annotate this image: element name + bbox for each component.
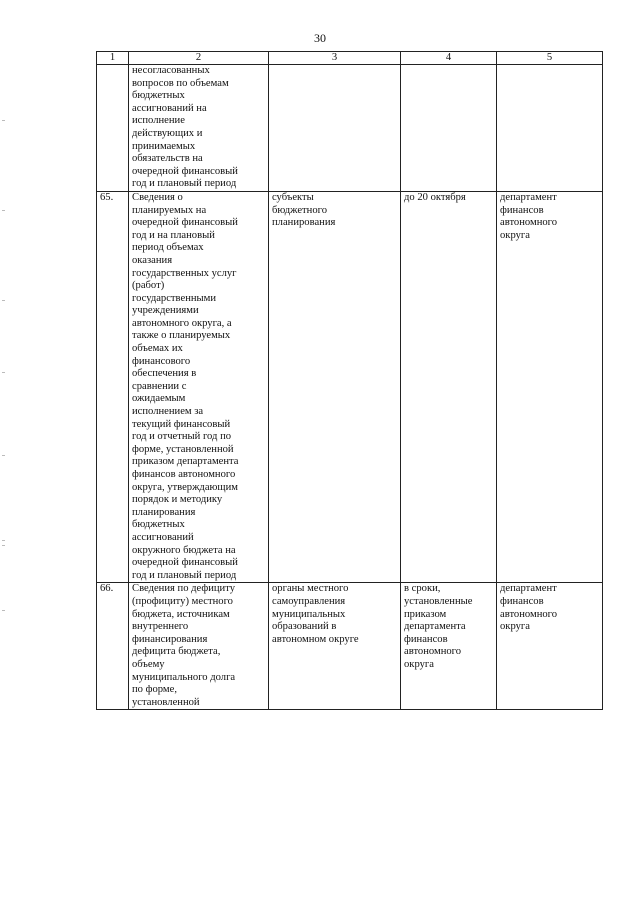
row-number (97, 65, 129, 192)
column-header-number: 1 (97, 52, 129, 65)
table-header-row (97, 52, 603, 65)
recipient-text: департамент финансов автономного округа (500, 191, 558, 241)
deadline-text: в сроки, установленные приказом департамента финансов автономного округа (404, 583, 473, 670)
column-header-recipient: 5 (497, 52, 603, 65)
responsible-text: органы местного самоуправления муниципальных образований в автономном округе (272, 583, 359, 645)
recipient-cell (497, 191, 603, 582)
recipient-text: департамент финансов автономного округа (500, 583, 558, 633)
row-number (97, 583, 129, 710)
deadline-text: до 20 октября (404, 191, 466, 203)
scan-edge-marks (2, 0, 8, 905)
document-table (96, 51, 603, 710)
info-text: Сведения о планируемых на очередной финансовый год и на плановый период объемах оказания государственных услуг (работ) государственными учреждениями автономного округа, а также о планируемых объемах их финансового обеспечения в сравнении с ожидаемым исполнением за текущий финансовый год и отчетный год по форме, установленной приказом департамента финансов автономного округа, утверждающим порядок и методику планирования бюджетных ассигнований окружного бюджета на очередной финансовый год и плановый период (132, 191, 239, 581)
column-header-info: 2 (129, 52, 269, 65)
responsible-cell (269, 191, 401, 582)
column-header-responsible: 3 (269, 52, 401, 65)
table-row (97, 65, 603, 192)
table-row (97, 583, 603, 710)
info-text: несогласованных вопросов по объемам бюджетных ассигнований на исполнение действующих и принимаемых обязательств на очередной финансовый год и плановый период (132, 65, 238, 190)
info-cell (129, 583, 269, 710)
column-header-deadline: 4 (401, 52, 497, 65)
table-row (97, 191, 603, 582)
responsible-text: субъекты бюджетного планирования (272, 191, 336, 229)
info-cell (129, 191, 269, 582)
responsible-cell (269, 65, 401, 192)
info-cell (129, 65, 269, 192)
deadline-cell (401, 65, 497, 192)
row-number (97, 191, 129, 582)
recipient-cell (497, 583, 603, 710)
info-text: Сведения по дефициту (профициту) местного бюджета, источникам внутреннего финансирования дефицита бюджета, объему муниципального долга по форме, установленной (132, 583, 236, 708)
row-number-text: 66. (100, 583, 114, 595)
deadline-cell (401, 191, 497, 582)
page-number: 30 (314, 31, 326, 45)
deadline-cell (401, 583, 497, 710)
responsible-cell (269, 583, 401, 710)
recipient-cell (497, 65, 603, 192)
row-number-text: 65. (100, 191, 114, 203)
